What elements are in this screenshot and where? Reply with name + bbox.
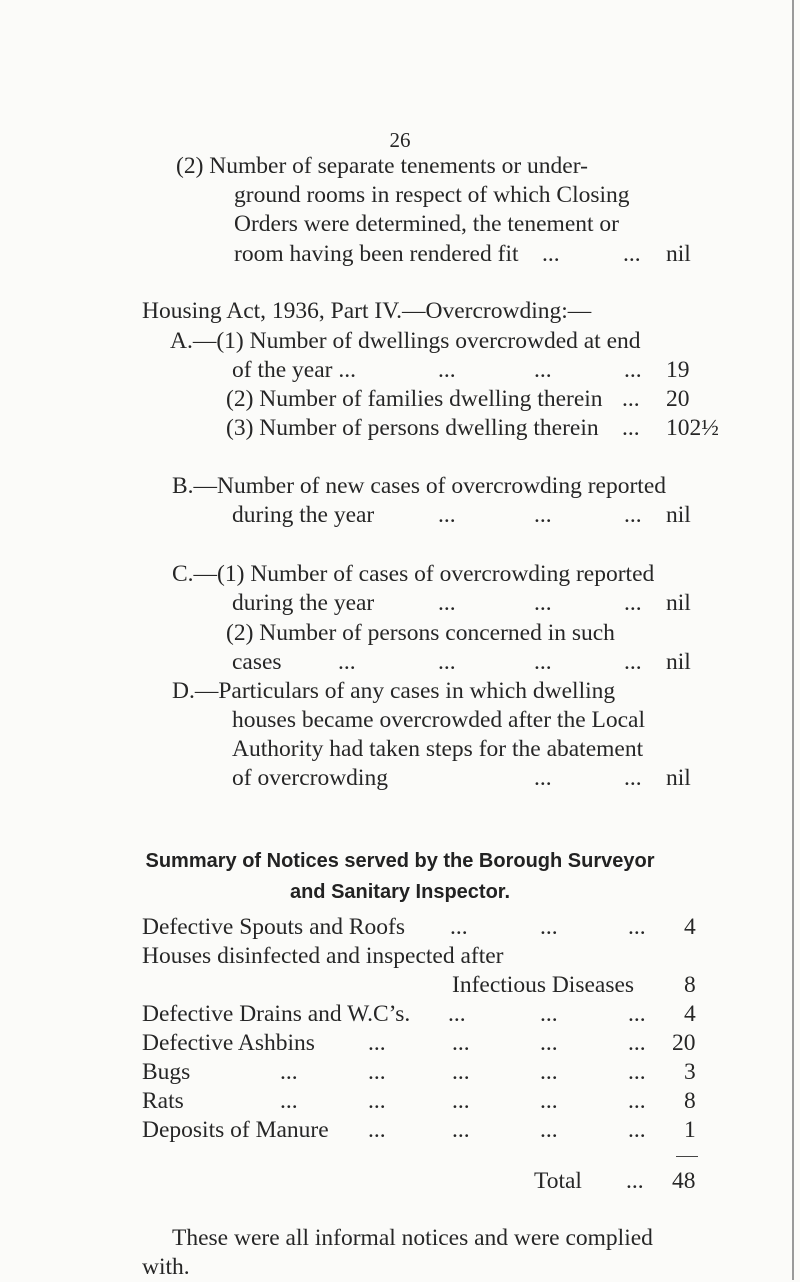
total-label: Total: [534, 1168, 582, 1194]
leader-dots: ...: [624, 649, 642, 675]
leader-dots: ...: [368, 1030, 386, 1056]
total-value: 48: [672, 1168, 696, 1194]
summary-row-label: Deposits of Manure: [142, 1117, 329, 1143]
total-rule: [676, 1156, 698, 1157]
leader-dots: ...: [624, 502, 642, 528]
leader-dots: ...: [628, 1001, 646, 1027]
item2-line2: ground rooms in respect of which Closing: [234, 182, 630, 208]
leader-dots: ...: [540, 1001, 558, 1027]
leader-dots: ...: [438, 502, 456, 528]
leader-dots: ...: [540, 1088, 558, 1114]
summary-row-value: 1: [684, 1117, 696, 1143]
leader-dots: ...: [622, 386, 640, 412]
leader-dots: ...: [452, 1088, 470, 1114]
leader-dots: ...: [624, 765, 642, 791]
leader-dots: ...: [452, 1059, 470, 1085]
housing-act-title: Housing Act, 1936, Part IV.—Overcrowding:—: [142, 298, 592, 324]
summary-row-label: Rats: [142, 1088, 184, 1114]
leader-dots: ...: [338, 649, 356, 675]
leader-dots: ...: [626, 1168, 644, 1194]
item2-value: nil: [666, 241, 691, 267]
leader-dots: ...: [280, 1059, 298, 1085]
leader-dots: ...: [452, 1117, 470, 1143]
summary-row-label-cont: Infectious Diseases: [452, 972, 635, 998]
summary-row-value: 4: [684, 1001, 696, 1027]
a3-value: 102½: [666, 415, 719, 441]
leader-dots: ...: [534, 357, 552, 383]
note-line2: with.: [142, 1254, 190, 1280]
a1-line2: of the year ...: [232, 357, 356, 383]
leader-dots: ...: [540, 1059, 558, 1085]
leader-dots: ...: [438, 357, 456, 383]
summary-row-label: Defective Ashbins: [142, 1030, 315, 1056]
leader-dots: ...: [368, 1088, 386, 1114]
leader-dots: ...: [534, 649, 552, 675]
b-value: nil: [666, 502, 691, 528]
a1-value: 19: [666, 357, 690, 383]
summary-row-value: 8: [684, 1088, 696, 1114]
summary-row-value: 8: [684, 972, 696, 998]
page-number: 26: [389, 128, 411, 152]
leader-dots: ...: [540, 914, 558, 940]
leader-dots: ...: [623, 241, 641, 267]
leader-dots: ...: [448, 1001, 466, 1027]
leader-dots: ...: [622, 415, 640, 441]
c1-line2: during the year: [232, 590, 375, 616]
a2-label: (2) Number of families dwelling therein: [226, 386, 603, 412]
leader-dots: ...: [438, 649, 456, 675]
summary-row-value: 4: [684, 914, 696, 940]
a1-line1: A.—(1) Number of dwellings overcrowded at end: [170, 328, 641, 354]
leader-dots: ...: [540, 1117, 558, 1143]
summary-row-label: Defective Drains and W.C’s.: [142, 1001, 411, 1027]
c2-value: nil: [666, 649, 691, 675]
d-line2: houses became overcrowded after the Local: [232, 707, 646, 733]
a3-label: (3) Number of persons dwelling therein: [226, 415, 599, 441]
leader-dots: ...: [280, 1088, 298, 1114]
leader-dots: ...: [534, 502, 552, 528]
leader-dots: ...: [628, 1117, 646, 1143]
leader-dots: ...: [628, 1059, 646, 1085]
leader-dots: ...: [624, 357, 642, 383]
leader-dots: ...: [628, 1030, 646, 1056]
leader-dots: ...: [450, 914, 468, 940]
item2-line1: (2) Number of separate tenements or under-: [176, 153, 588, 179]
summary-heading-line2: and Sanitary Inspector.: [289, 881, 511, 903]
summary-row-value: 3: [684, 1059, 696, 1085]
summary-row-label: Defective Spouts and Roofs: [142, 914, 406, 940]
leader-dots: ...: [438, 590, 456, 616]
c2-line1: (2) Number of persons concerned in such: [226, 620, 615, 646]
d-value: nil: [666, 765, 691, 791]
b-line1: B.—Number of new cases of overcrowding reported: [172, 473, 666, 499]
summary-heading-line1: Summary of Notices served by the Borough Surveyor: [145, 850, 655, 872]
d-line4: of overcrowding: [232, 765, 388, 791]
note-line1: These were all informal notices and were complied: [172, 1225, 653, 1251]
c1-value: nil: [666, 590, 691, 616]
d-line1: D.—Particulars of any cases in which dwelling: [172, 678, 616, 704]
leader-dots: ...: [540, 1030, 558, 1056]
summary-row-label: Houses disinfected and inspected after: [142, 943, 504, 969]
leader-dots: ...: [534, 590, 552, 616]
item2-line3: Orders were determined, the tenement or: [234, 211, 619, 237]
leader-dots: ...: [368, 1117, 386, 1143]
a2-value: 20: [666, 386, 690, 412]
leader-dots: ...: [542, 241, 560, 267]
item2-line4: room having been rendered fit: [234, 241, 519, 267]
summary-row-value: 20: [672, 1030, 696, 1056]
leader-dots: ...: [534, 765, 552, 791]
leader-dots: ...: [452, 1030, 470, 1056]
b-line2: during the year: [232, 502, 375, 528]
leader-dots: ...: [368, 1059, 386, 1085]
leader-dots: ...: [624, 590, 642, 616]
leader-dots: ...: [628, 914, 646, 940]
c2-line2: cases: [232, 649, 282, 675]
summary-row-label: Bugs: [142, 1059, 191, 1085]
c1-line1: C.—(1) Number of cases of overcrowding reported: [172, 561, 655, 587]
leader-dots: ...: [628, 1088, 646, 1114]
d-line3: Authority had taken steps for the abatement: [232, 736, 644, 762]
